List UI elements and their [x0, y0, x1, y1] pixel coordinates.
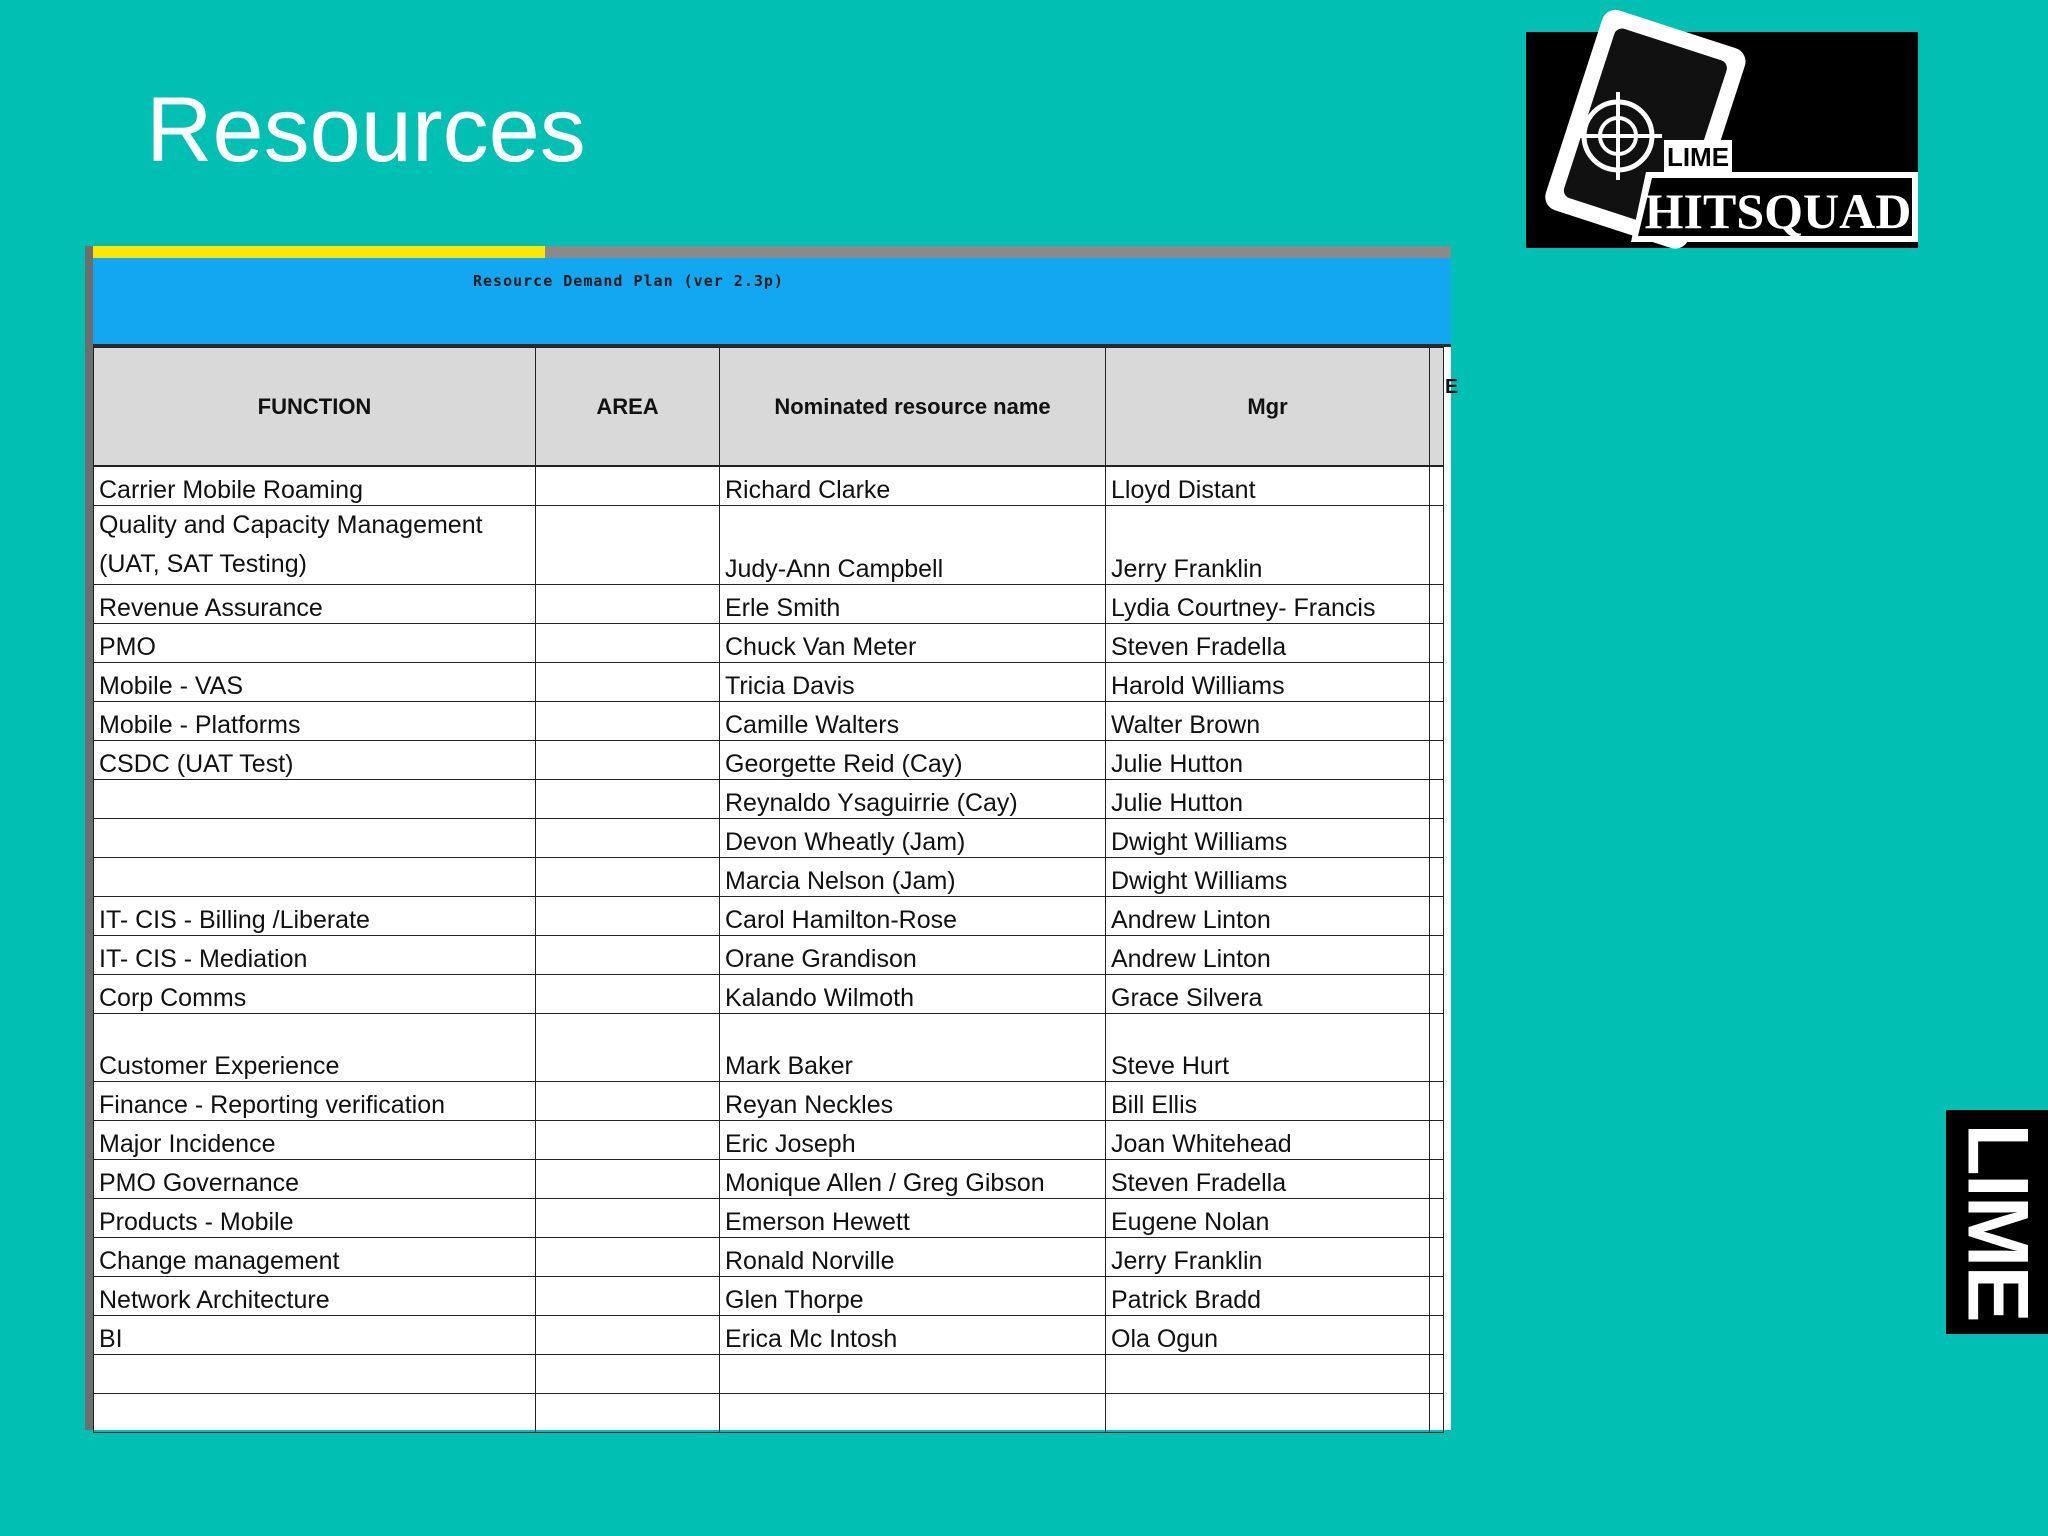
table-row [94, 1394, 1444, 1433]
cell-function: Change management [94, 1238, 536, 1277]
cell-function: Major Incidence [94, 1121, 536, 1160]
cell-resource [720, 1394, 1106, 1433]
table-row [94, 975, 1444, 1014]
cell-extra [1430, 1277, 1444, 1316]
cell-extra [1430, 1394, 1444, 1433]
cell-extra [1430, 1014, 1444, 1082]
cell-area [536, 780, 720, 819]
cell-area [536, 506, 720, 585]
cell-area [536, 1199, 720, 1238]
cell-extra [1430, 506, 1444, 585]
extra-column-header-fragment: E [1445, 376, 1459, 398]
logo-top-text: LIME [1666, 142, 1730, 172]
cell-resource: Emerson Hewett [720, 1199, 1106, 1238]
cell-function: CSDC (UAT Test) [94, 741, 536, 780]
table-row [94, 663, 1444, 702]
table-row [94, 1082, 1444, 1121]
cell-area [536, 1121, 720, 1160]
table-row [94, 1316, 1444, 1355]
cell-mgr: Grace Silvera [1106, 975, 1430, 1014]
cell-mgr: Steven Fradella [1106, 624, 1430, 663]
cell-function: Quality and Capacity Management (UAT, SAT Testing) [94, 506, 536, 585]
cell-extra [1430, 624, 1444, 663]
cell-mgr: Dwight Williams [1106, 858, 1430, 897]
cell-mgr: Dwight Williams [1106, 819, 1430, 858]
cell-function: PMO [94, 624, 536, 663]
cell-resource: Monique Allen / Greg Gibson [720, 1160, 1106, 1199]
cell-function: Finance - Reporting verification [94, 1082, 536, 1121]
cell-area [536, 1238, 720, 1277]
cell-resource [720, 1355, 1106, 1394]
cell-extra [1430, 1316, 1444, 1355]
cell-mgr: Walter Brown [1106, 702, 1430, 741]
cell-resource: Kalando Wilmoth [720, 975, 1106, 1014]
plan-title: Resource Demand Plan (ver 2.3p) [473, 272, 784, 290]
table-row [94, 624, 1444, 663]
cell-mgr: Julie Hutton [1106, 780, 1430, 819]
cell-area [536, 1082, 720, 1121]
cell-area [536, 1014, 720, 1082]
cell-area [536, 702, 720, 741]
cell-function [94, 1355, 536, 1394]
cell-extra [1430, 1082, 1444, 1121]
table-row [94, 702, 1444, 741]
table-row [94, 466, 1444, 506]
sheet-top-strip [93, 246, 1451, 258]
cell-area [536, 897, 720, 936]
table-row [94, 780, 1444, 819]
cell-function: PMO Governance [94, 1160, 536, 1199]
cell-area [536, 975, 720, 1014]
cell-resource: Reyan Neckles [720, 1082, 1106, 1121]
cell-area [536, 466, 720, 506]
cell-mgr: Eugene Nolan [1106, 1199, 1430, 1238]
cell-resource: Richard Clarke [720, 466, 1106, 506]
cell-resource: Erle Smith [720, 585, 1106, 624]
table-row [94, 1121, 1444, 1160]
cell-mgr: Andrew Linton [1106, 936, 1430, 975]
table-header-row [94, 348, 1444, 467]
cell-resource: Camille Walters [720, 702, 1106, 741]
spreadsheet-screenshot [85, 246, 1459, 1430]
cell-resource: Eric Joseph [720, 1121, 1106, 1160]
cell-area [536, 741, 720, 780]
cell-function: IT- CIS - Billing /Liberate [94, 897, 536, 936]
cell-mgr: Ola Ogun [1106, 1316, 1430, 1355]
cell-mgr: Steven Fradella [1106, 1160, 1430, 1199]
cell-mgr: Steve Hurt [1106, 1014, 1430, 1082]
cell-extra [1430, 663, 1444, 702]
cell-area [536, 1355, 720, 1394]
table-row [94, 897, 1444, 936]
cell-resource: Devon Wheatly (Jam) [720, 819, 1106, 858]
cell-mgr [1106, 1355, 1430, 1394]
cell-area [536, 1160, 720, 1199]
table-row [94, 1160, 1444, 1199]
cell-resource: Orane Grandison [720, 936, 1106, 975]
cell-extra [1430, 936, 1444, 975]
brand-tab-text: LIME [1949, 1123, 2046, 1321]
cell-area [536, 1316, 720, 1355]
cell-extra [1430, 702, 1444, 741]
cell-resource: Ronald Norville [720, 1238, 1106, 1277]
table-row [94, 936, 1444, 975]
cell-function: Mobile - VAS [94, 663, 536, 702]
cell-function: Carrier Mobile Roaming [94, 466, 536, 506]
table-row [94, 1277, 1444, 1316]
lime-brand-tab [1946, 1110, 2048, 1334]
table-row [94, 1014, 1444, 1082]
cell-extra [1430, 975, 1444, 1014]
table-row [94, 819, 1444, 858]
cell-extra [1430, 780, 1444, 819]
cell-extra [1430, 1355, 1444, 1394]
cell-resource: Judy-Ann Campbell [720, 506, 1106, 585]
cell-mgr: Patrick Bradd [1106, 1277, 1430, 1316]
cell-function [94, 780, 536, 819]
cell-mgr: Joan Whitehead [1106, 1121, 1430, 1160]
cell-mgr: Jerry Franklin [1106, 1238, 1430, 1277]
cell-function: Network Architecture [94, 1277, 536, 1316]
cell-area [536, 819, 720, 858]
cell-resource: Georgette Reid (Cay) [720, 741, 1106, 780]
cell-area [536, 858, 720, 897]
cell-extra [1430, 466, 1444, 506]
table-row [94, 1355, 1444, 1394]
cell-resource: Carol Hamilton-Rose [720, 897, 1106, 936]
cell-area [536, 585, 720, 624]
table-row [94, 1199, 1444, 1238]
cell-extra [1430, 1121, 1444, 1160]
table-row [94, 506, 1444, 585]
cell-extra [1430, 858, 1444, 897]
cell-mgr: Andrew Linton [1106, 897, 1430, 936]
cell-extra [1430, 897, 1444, 936]
cell-mgr: Lloyd Distant [1106, 466, 1430, 506]
hitsquad-logo [1526, 32, 1918, 248]
cell-function [94, 819, 536, 858]
cell-resource: Erica Mc Intosh [720, 1316, 1106, 1355]
cell-mgr: Lydia Courtney- Francis [1106, 585, 1430, 624]
cell-function [94, 1394, 536, 1433]
plan-banner [93, 258, 1451, 347]
cell-area [536, 624, 720, 663]
table-row [94, 585, 1444, 624]
cell-mgr: Jerry Franklin [1106, 506, 1430, 585]
logo-main-text: HITSQUAD [1644, 183, 1912, 239]
cell-mgr: Bill Ellis [1106, 1082, 1430, 1121]
cell-mgr [1106, 1394, 1430, 1433]
cell-mgr: Harold Williams [1106, 663, 1430, 702]
header-extra [1430, 348, 1444, 467]
sheet-left-edge [85, 246, 93, 1430]
header-resource: Nominated resource name [720, 348, 1106, 467]
table-row [94, 858, 1444, 897]
cell-area [536, 663, 720, 702]
cell-function: BI [94, 1316, 536, 1355]
cell-mgr: Julie Hutton [1106, 741, 1430, 780]
crosshair-card-icon [1526, 32, 1918, 248]
cell-function: Revenue Assurance [94, 585, 536, 624]
resource-table [93, 347, 1444, 1433]
cell-function: Mobile - Platforms [94, 702, 536, 741]
cell-function: IT- CIS - Mediation [94, 936, 536, 975]
header-function: FUNCTION [94, 348, 536, 467]
header-area: AREA [536, 348, 720, 467]
cell-extra [1430, 1160, 1444, 1199]
cell-resource: Mark Baker [720, 1014, 1106, 1082]
cell-function [94, 858, 536, 897]
header-mgr: Mgr [1106, 348, 1430, 467]
cell-resource: Reynaldo Ysaguirrie (Cay) [720, 780, 1106, 819]
table-row [94, 741, 1444, 780]
cell-extra [1430, 1199, 1444, 1238]
cell-resource: Chuck Van Meter [720, 624, 1106, 663]
cell-area [536, 1277, 720, 1316]
cell-extra [1430, 585, 1444, 624]
cell-function: Customer Experience [94, 1014, 536, 1082]
cell-extra [1430, 1238, 1444, 1277]
cell-resource: Glen Thorpe [720, 1277, 1106, 1316]
cell-resource: Tricia Davis [720, 663, 1106, 702]
cell-resource: Marcia Nelson (Jam) [720, 858, 1106, 897]
cell-function: Products - Mobile [94, 1199, 536, 1238]
cell-function: Corp Comms [94, 975, 536, 1014]
table-row [94, 1238, 1444, 1277]
cell-extra [1430, 819, 1444, 858]
cell-area [536, 1394, 720, 1433]
slide-title: Resources [146, 79, 586, 181]
cell-extra [1430, 741, 1444, 780]
cell-area [536, 936, 720, 975]
